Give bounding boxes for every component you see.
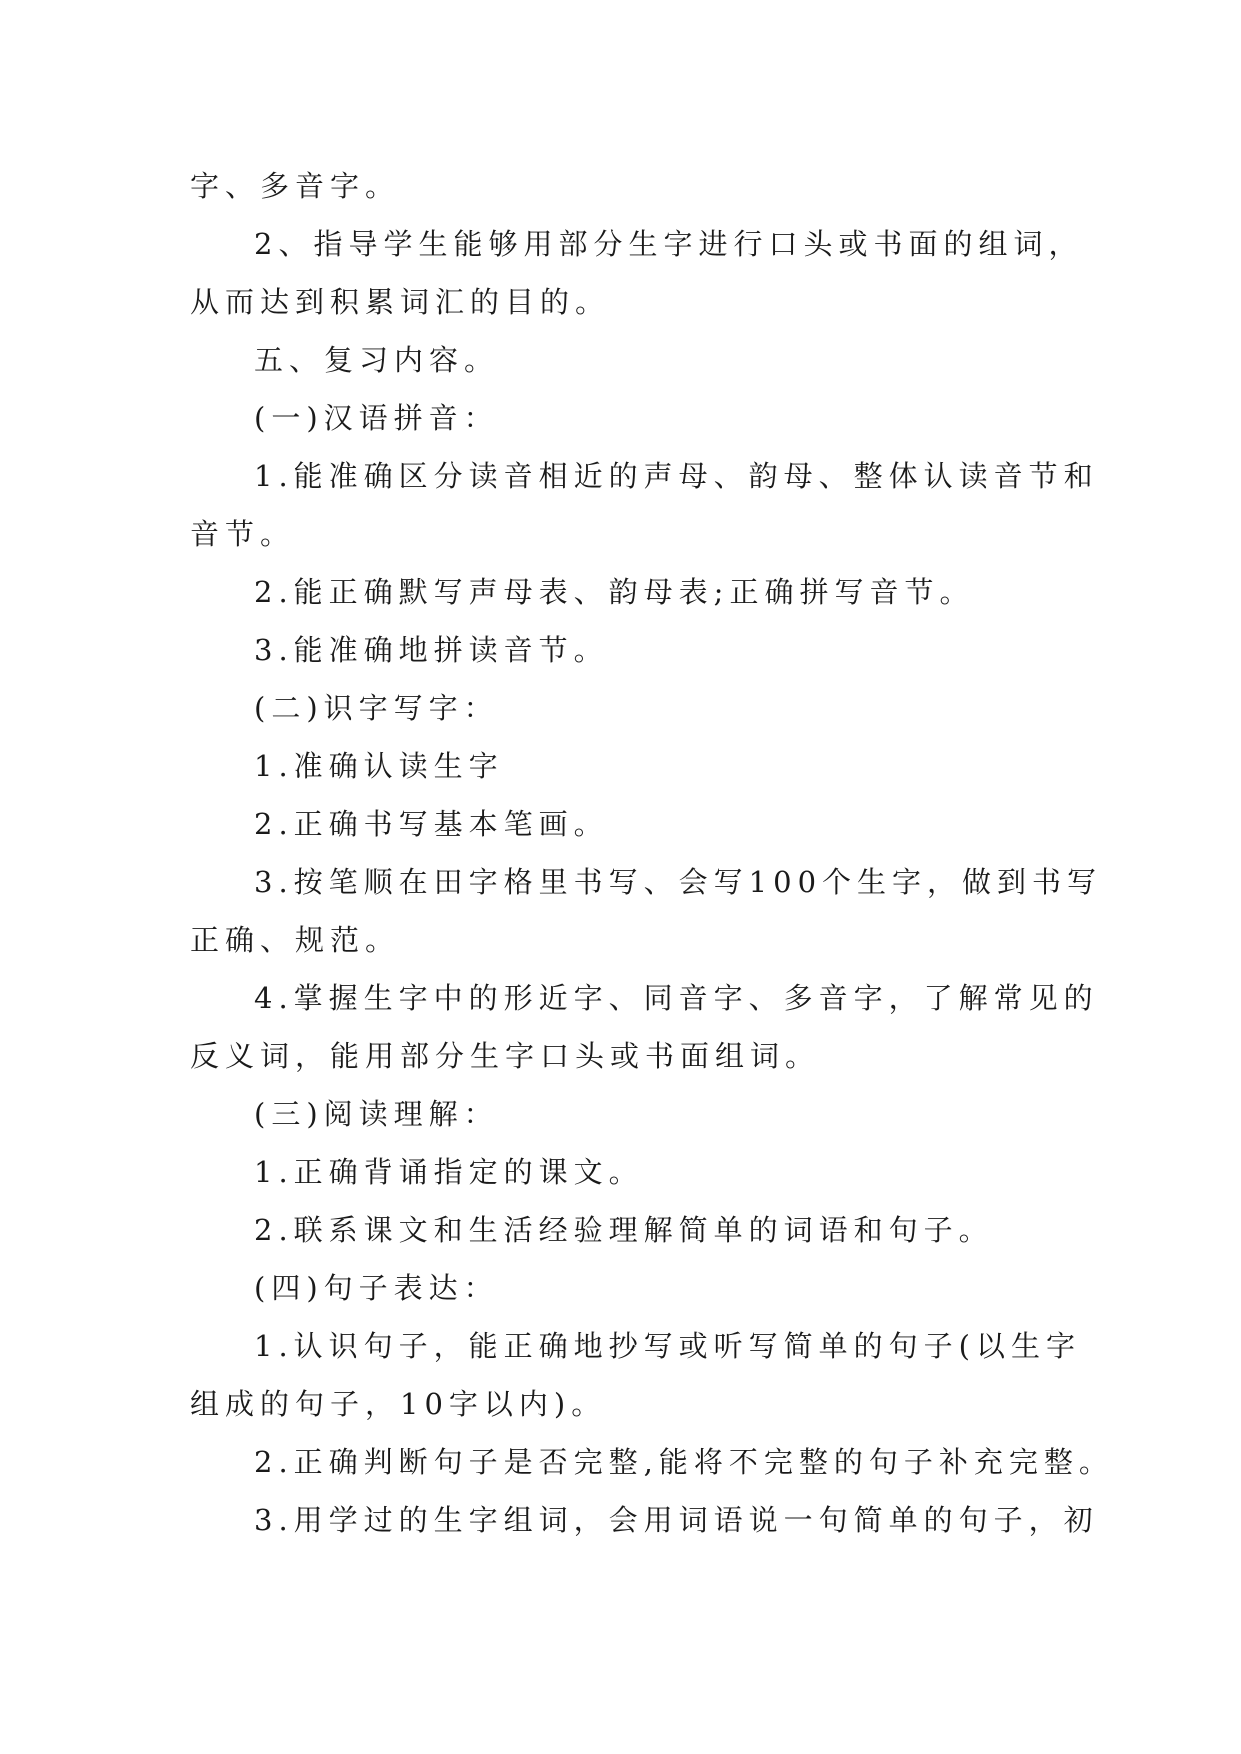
text-line: 2、指导学生能够用部分生字进行口头或书面的组词， bbox=[254, 227, 1084, 261]
text-line: 1.认识句子，能正确地抄写或听写简单的句子(以生字 bbox=[254, 1329, 1081, 1363]
text-line: 组成的句子，10字以内)。 bbox=[190, 1387, 607, 1421]
text-line: 正确、规范。 bbox=[190, 923, 401, 957]
text-line: 从而达到积累词汇的目的。 bbox=[190, 285, 611, 319]
text-line: (二)识字写字： bbox=[254, 691, 499, 725]
text-line: 1.正确背诵指定的课文。 bbox=[254, 1155, 644, 1189]
text-line: 2.联系课文和生活经验理解简单的词语和句子。 bbox=[254, 1213, 994, 1247]
text-line: 3.按笔顺在田字格里书写、会写100个生字，做到书写 bbox=[254, 865, 1103, 899]
text-line: 1.能准确区分读音相近的声母、韵母、整体认读音节和 bbox=[254, 459, 1099, 493]
text-line: 反义词，能用部分生字口头或书面组词。 bbox=[190, 1039, 821, 1073]
text-line: 3.能准确地拼读音节。 bbox=[254, 633, 609, 667]
document-body bbox=[190, 157, 1114, 1549]
text-line: 五、复习内容。 bbox=[254, 343, 500, 377]
text-line: 字、多音字。 bbox=[190, 169, 401, 203]
text-line: 1.准确认读生字 bbox=[254, 749, 504, 783]
text-line: (一)汉语拼音： bbox=[254, 401, 499, 435]
text-line: (四)句子表达： bbox=[254, 1271, 499, 1305]
text-line: 3.用学过的生字组词，会用词语说一句简单的句子，初 bbox=[254, 1503, 1099, 1537]
text-line: 音节。 bbox=[190, 517, 296, 551]
text-line: 2.能正确默写声母表、韵母表;正确拼写音节。 bbox=[254, 575, 975, 609]
text-line: 2.正确判断句子是否完整,能将不完整的句子补充完整。 bbox=[254, 1445, 1114, 1479]
text-line: (三)阅读理解： bbox=[254, 1097, 499, 1131]
text-line: 4.掌握生字中的形近字、同音字、多音字，了解常见的 bbox=[254, 981, 1099, 1015]
text-line: 2.正确书写基本笔画。 bbox=[254, 807, 609, 841]
